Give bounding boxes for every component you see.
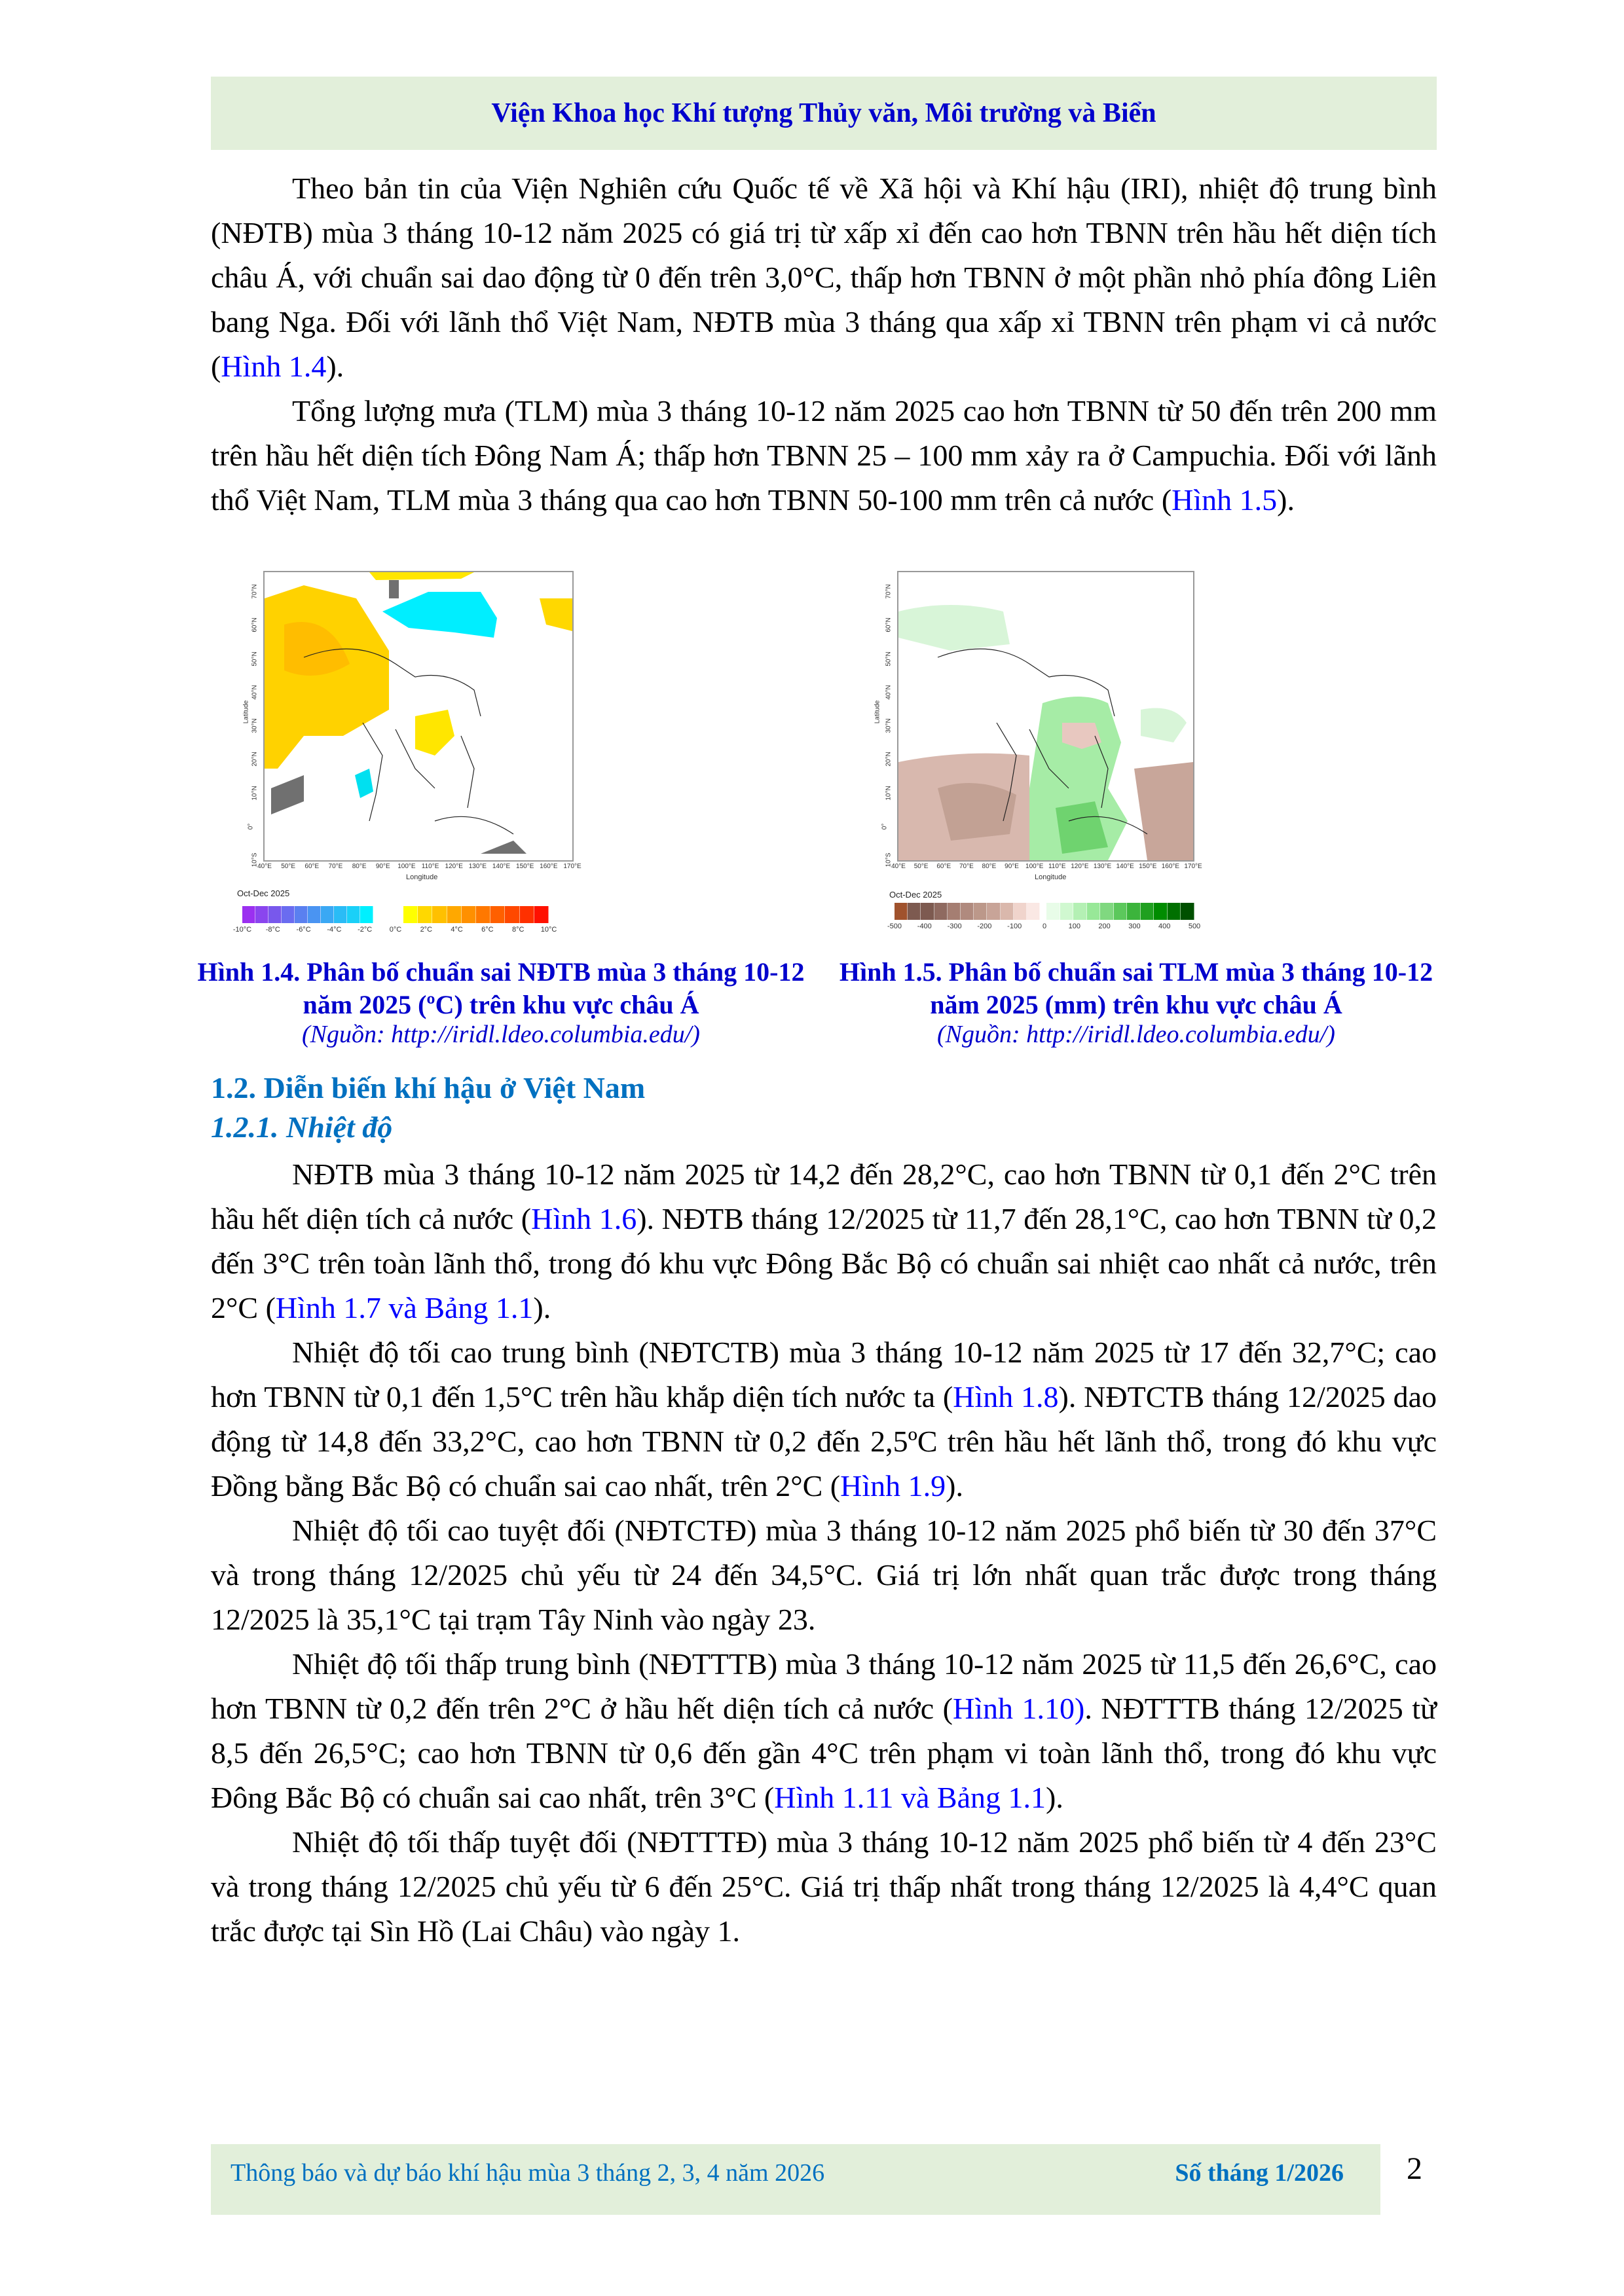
latitude-tick-label: 0°	[881, 823, 889, 830]
cold-region-india	[355, 769, 373, 798]
intro-text	[211, 166, 1437, 522]
temperature-anomaly-map	[263, 571, 574, 862]
longitude-tick-label: 80°E	[982, 863, 997, 870]
paragraph-text: Tổng lượng mưa (TLM) mùa 3 tháng 10-12 năm 2025 cao hơn TBNN từ 50 đến trên 200 mm trên hầu hết diện tích Đông Nam Á; thấp hơn TBNN 25 – 100 mm xảy ra ở Campuchia. Đối với lãnh thổ Việt Nam, TLM mùa 3 tháng qua cao hơn TBNN 50-100 mm trên cả nước (	[211, 394, 1437, 517]
colorbar-wet	[1046, 903, 1194, 920]
colorbar-swatch	[1181, 903, 1194, 920]
paragraph-text: Nhiệt độ tối thấp tuyệt đối (NĐTTTĐ) mùa 3 tháng 10-12 năm 2025 phổ biến từ 4 đến 23°C và trong tháng 12/2025 chủ yếu từ 6 đến 25°C. Giá trị thấp nhất trong tháng 12/2025 là 4,4°C quan trắc được tại Sìn Hồ (Lai Châu) vào ngày 1.	[211, 1825, 1437, 1948]
latitude-tick-label: 50°N	[251, 651, 259, 666]
latitude-tick-label: 20°N	[885, 752, 893, 767]
colorbar-warm	[403, 906, 549, 923]
colorbar-swatch	[961, 903, 974, 920]
section-paragraph	[211, 1820, 1437, 1954]
colorbar-swatch	[418, 906, 432, 923]
colorbar-swatch	[974, 903, 987, 920]
paragraph-text: Theo bản tin của Viện Nghiên cứu Quốc tế về Xã hội và Khí hậu (IRI), nhiệt độ trung bình (NĐTB) mùa 3 tháng 10-12 năm 2025 có giá trị từ xấp xỉ đến cao hơn TBNN trên hầu hết diện tích châu Á, với chuẩn sai dao động từ 0 đến trên 3,0°C, thấp hơn TBNN ở một phần nhỏ phía đông Liên bang Nga. Đối với lãnh thổ Việt Nam, NĐTB mùa 3 tháng qua xấp xỉ TBNN trên phạm vi cả nước (	[211, 172, 1437, 383]
latitude-tick-label: 70°N	[885, 584, 893, 599]
longitude-tick-label: 170°E	[563, 863, 581, 870]
colorbar-swatch	[1087, 903, 1101, 920]
colorbar-swatch	[948, 903, 961, 920]
dry-core-indian-ocean	[938, 783, 1016, 841]
colorbar-swatch	[268, 906, 282, 923]
colorbar-swatch	[308, 906, 321, 923]
colorbar-swatch	[255, 906, 268, 923]
colorbar-tick-label: 300	[1128, 922, 1141, 930]
no-data-region	[271, 775, 304, 814]
colorbar-swatch	[1114, 903, 1128, 920]
longitude-tick-label: 120°E	[445, 863, 463, 870]
paragraph-text: ).	[1277, 483, 1295, 517]
colorbar-swatch	[295, 906, 308, 923]
colorbar-tick-label: -500	[887, 922, 902, 930]
section-heading: 1.2. Diễn biến khí hậu ở Việt Nam	[211, 1071, 646, 1104]
section-paragraph	[211, 1508, 1437, 1642]
y-axis-label: Latitude	[874, 700, 881, 724]
paragraph-text: . NĐTTTB tháng 12/2025 từ 8,5 đến 26,5°C; cao hơn TBNN từ 0,6 đến gần 4°C trên phạm vi toàn lãnh thổ, trong đó khu vực Đông Bắc Bộ có chuẩn sai cao nhất, trên 3°C (	[211, 1692, 1437, 1814]
figure-link-1-7[interactable]: Hình 1.7 và Bảng 1.1	[275, 1291, 534, 1324]
colorbar-tick-label: 6°C	[481, 926, 494, 934]
colorbar-tick-label: -2°C	[358, 926, 373, 934]
header-title: Viện Khoa học Khí tượng Thủy văn, Môi trường và Biển	[491, 98, 1156, 128]
latitude-tick-label: 0°	[247, 823, 255, 830]
longitude-tick-label: 70°E	[959, 863, 974, 870]
map-canvas	[265, 572, 572, 860]
figure-link-1-8[interactable]: Hình 1.8	[953, 1380, 1059, 1413]
colorbar-swatch	[447, 906, 462, 923]
figure-1-4-caption: Hình 1.4. Phân bố chuẩn sai NĐTB mùa 3 tháng 10-12 năm 2025 (ºC) trên khu vực châu Á	[197, 957, 805, 1019]
longitude-tick-label: 50°E	[913, 863, 929, 870]
figure-1-4-source: (Nguồn: http://iridl.ldeo.columbia.edu/)	[302, 1021, 700, 1048]
latitude-tick-label: 30°N	[885, 718, 893, 733]
colorbar-swatch	[1001, 903, 1014, 920]
colorbar-swatch	[505, 906, 519, 923]
colorbar-swatch	[1073, 903, 1087, 920]
latitude-tick-label: 10°S	[251, 852, 259, 867]
colorbar-swatch	[520, 906, 534, 923]
colorbar-swatch	[360, 906, 373, 923]
colorbar-swatch	[921, 903, 934, 920]
warm-region-kamchatka	[540, 598, 572, 631]
colorbar-dry	[895, 903, 1040, 920]
section-paragraph	[211, 1642, 1437, 1820]
x-axis-label: Longitude	[1035, 873, 1067, 881]
longitude-tick-label: 150°E	[516, 863, 534, 870]
footer-band	[211, 2144, 1380, 2215]
longitude-tick-label: 160°E	[1161, 863, 1180, 870]
colorbar-tick-label: -10°C	[232, 926, 252, 934]
colorbar-swatch	[403, 906, 418, 923]
longitude-tick-label: 130°E	[1093, 863, 1112, 870]
warm-region-north	[369, 572, 474, 580]
colorbar-tick-label: -100	[1007, 922, 1022, 930]
longitude-tick-label: 70°E	[328, 863, 343, 870]
colorbar-tick-label: -4°C	[327, 926, 342, 934]
colorbar-swatch	[334, 906, 347, 923]
colorbar-tick-label: -400	[917, 922, 932, 930]
figure-link-1-9[interactable]: Hình 1.9	[840, 1469, 946, 1503]
colorbar-swatch	[321, 906, 334, 923]
longitude-tick-label: 110°E	[1048, 863, 1066, 870]
longitude-tick-label: 60°E	[936, 863, 951, 870]
longitude-tick-label: 40°E	[891, 863, 906, 870]
colorbar-swatch	[1141, 903, 1154, 920]
colorbar-swatch	[242, 906, 255, 923]
intro-paragraph-2	[211, 389, 1437, 522]
colorbar-swatch	[462, 906, 476, 923]
colorbar-tick-label: -6°C	[296, 926, 311, 934]
latitude-tick-label: 40°N	[885, 685, 893, 700]
figure-link-1-4[interactable]: Hình 1.4	[221, 350, 327, 383]
paragraph-text: Nhiệt độ tối thấp trung bình (NĐTTTB) mùa 3 tháng 10-12 năm 2025 từ 11,5 đến 26,6°C, cao hơn TBNN từ 0,2 đến trên 2°C ở hầu hết diện tích cả nước (	[211, 1647, 1437, 1725]
map-canvas	[898, 572, 1193, 860]
figure-link-1-11[interactable]: Hình 1.11 và Bảng 1.1	[774, 1781, 1046, 1814]
longitude-tick-label: 140°E	[492, 863, 511, 870]
colorbar-tick-label: 10°C	[540, 926, 557, 934]
colorbar-tick-label: 0°C	[389, 926, 402, 934]
latitude-tick-label: 10°N	[251, 785, 259, 801]
colorbar-tick-label: 8°C	[511, 926, 525, 934]
paragraph-text: ). NĐTCTB tháng 12/2025 dao động từ 14,8 đến 33,2°C, cao hơn TBNN từ 0,2 đến 2,5ºC trên hầu hết lãnh thổ, trong đó khu vực Đồng bằng Bắc Bộ có chuẩn sai cao nhất, trên 2°C (	[211, 1380, 1437, 1503]
cold-region-siberia	[382, 592, 497, 638]
colorbar-tick-label: 100	[1068, 922, 1080, 930]
colorbar-swatch	[1027, 903, 1040, 920]
longitude-tick-label: 40°E	[257, 863, 272, 870]
latitude-tick-label: 10°N	[885, 785, 893, 801]
colorbar-tick-label: -300	[947, 922, 962, 930]
colorbar-tick-label: 2°C	[420, 926, 433, 934]
paragraph-text: ).	[1046, 1781, 1063, 1814]
colorbar-swatch	[1060, 903, 1074, 920]
colorbar-swatch	[934, 903, 948, 920]
colorbar-swatch	[987, 903, 1000, 920]
colorbar-tick-label: 4°C	[451, 926, 463, 934]
colorbar-swatch	[1100, 903, 1114, 920]
longitude-tick-label: 150°E	[1139, 863, 1157, 870]
colorbar-swatch	[490, 906, 505, 923]
latitude-tick-label: 20°N	[251, 752, 259, 767]
figure-1-5-source: (Nguồn: http://iridl.ldeo.columbia.edu/)	[937, 1021, 1335, 1048]
longitude-tick-label: 170°E	[1184, 863, 1202, 870]
section-paragraph	[211, 1330, 1437, 1508]
figure-1-5-caption: Hình 1.5. Phân bố chuẩn sai TLM mùa 3 tháng 10-12 năm 2025 (mm) trên khu vực châu Á	[839, 957, 1433, 1019]
colorbar-tick-label: 500	[1188, 922, 1201, 930]
page-number: 2	[1407, 2151, 1422, 2186]
longitude-tick-label: 100°E	[397, 863, 416, 870]
longitude-tick-label: 80°E	[352, 863, 367, 870]
latitude-tick-label: 50°N	[885, 651, 893, 666]
colorbar-tick-label: 400	[1158, 922, 1171, 930]
latitude-tick-label: 40°N	[251, 685, 259, 700]
paragraph-text: ). NĐTB tháng 12/2025 từ 11,7 đến 28,1°C, cao hơn TBNN từ 0,2 đến 3°C trên toàn lãnh thổ, trong đó khu vực Đông Bắc Bộ có chuẩn sai nhiệt cao nhất cả nước, trên 2°C (	[211, 1202, 1437, 1324]
y-axis-label: Latitude	[242, 700, 250, 724]
longitude-tick-label: 90°E	[375, 863, 390, 870]
header-band	[211, 77, 1437, 150]
paragraph-text: ).	[946, 1469, 963, 1503]
longitude-tick-label: 110°E	[421, 863, 439, 870]
longitude-tick-label: 140°E	[1116, 863, 1134, 870]
section-paragraph	[211, 1152, 1437, 1330]
colorbar-swatch	[282, 906, 295, 923]
colorbar-swatch	[895, 903, 908, 920]
paragraph-text: ).	[326, 350, 344, 383]
x-axis-label: Longitude	[406, 873, 438, 881]
footer-issue-number: Số tháng 1/2026	[1175, 2159, 1344, 2187]
colorbar-swatch	[1168, 903, 1181, 920]
longitude-tick-label: 100°E	[1025, 863, 1044, 870]
latitude-tick-label: 70°N	[251, 584, 259, 599]
colorbar-swatch	[476, 906, 490, 923]
latitude-tick-label: 60°N	[251, 617, 259, 632]
colorbar-tick-label: -8°C	[265, 926, 280, 934]
subsection-heading: 1.2.1. Nhiệt độ	[211, 1110, 393, 1144]
longitude-tick-label: 130°E	[468, 863, 487, 870]
paragraph-text: NĐTB mùa 3 tháng 10-12 năm 2025 từ 14,2 đến 28,2°C, cao hơn TBNN từ 0,1 đến 2°C trên hầu hết diện tích cả nước (	[211, 1157, 1437, 1235]
warm-region-central-asia	[265, 585, 389, 769]
colorbar-swatch	[1014, 903, 1027, 920]
paragraph-text: Nhiệt độ tối cao tuyệt đối (NĐTCTĐ) mùa 3 tháng 10-12 năm 2025 phổ biến từ 30 đến 37°C và trong tháng 12/2025 chủ yếu từ 24 đến 34,5°C. Giá trị lớn nhất quan trắc được trong tháng 12/2025 là 35,1°C tại trạm Tây Ninh vào ngày 23.	[211, 1514, 1437, 1636]
longitude-tick-label: 160°E	[540, 863, 558, 870]
colorbar-tick-label: 0	[1042, 922, 1047, 930]
colorbar-tick-label: -200	[977, 922, 992, 930]
longitude-tick-label: 90°E	[1005, 863, 1019, 870]
longitude-tick-label: 50°E	[281, 863, 296, 870]
colorbar-tick-label: 200	[1098, 922, 1111, 930]
longitude-tick-label: 120°E	[1071, 863, 1089, 870]
colorbar-cold	[242, 906, 373, 923]
latitude-tick-label: 30°N	[251, 718, 259, 733]
figure-1-4	[232, 564, 760, 934]
intro-paragraph-1	[211, 166, 1437, 389]
paragraph-text: Nhiệt độ tối cao trung bình (NĐTCTB) mùa 3 tháng 10-12 năm 2025 từ 17 đến 32,7°C; cao hơn TBNN từ 0,1 đến 1,5°C trên hầu khắp diện tích nước ta (	[211, 1336, 1437, 1413]
figure-link-1-6[interactable]: Hình 1.6	[531, 1202, 637, 1235]
figure-link-1-5[interactable]: Hình 1.5	[1172, 483, 1278, 517]
no-data-region	[389, 580, 399, 598]
period-label: Oct-Dec 2025	[889, 890, 942, 900]
figure-1-5	[864, 564, 1414, 931]
period-label: Oct-Dec 2025	[237, 888, 290, 898]
no-data-region	[481, 841, 526, 854]
paragraph-text: ).	[533, 1291, 551, 1324]
colorbar-swatch	[908, 903, 921, 920]
figure-link-1-10[interactable]: Hình 1.10)	[953, 1692, 1085, 1725]
colorbar-swatch	[1046, 903, 1060, 920]
latitude-tick-label: 60°N	[885, 617, 893, 632]
footer-publication-title: Thông báo và dự báo khí hậu mùa 3 tháng 2, 3, 4 năm 2026	[231, 2159, 825, 2187]
section-body	[211, 1152, 1437, 1954]
colorbar-swatch	[1154, 903, 1168, 920]
latitude-tick-label: 10°S	[885, 852, 893, 867]
longitude-tick-label: 60°E	[304, 863, 320, 870]
colorbar-swatch	[432, 906, 447, 923]
colorbar-swatch	[534, 906, 549, 923]
rainfall-anomaly-map	[897, 571, 1194, 862]
colorbar-swatch	[1127, 903, 1141, 920]
warm-region-china	[415, 710, 454, 756]
colorbar-swatch	[347, 906, 360, 923]
